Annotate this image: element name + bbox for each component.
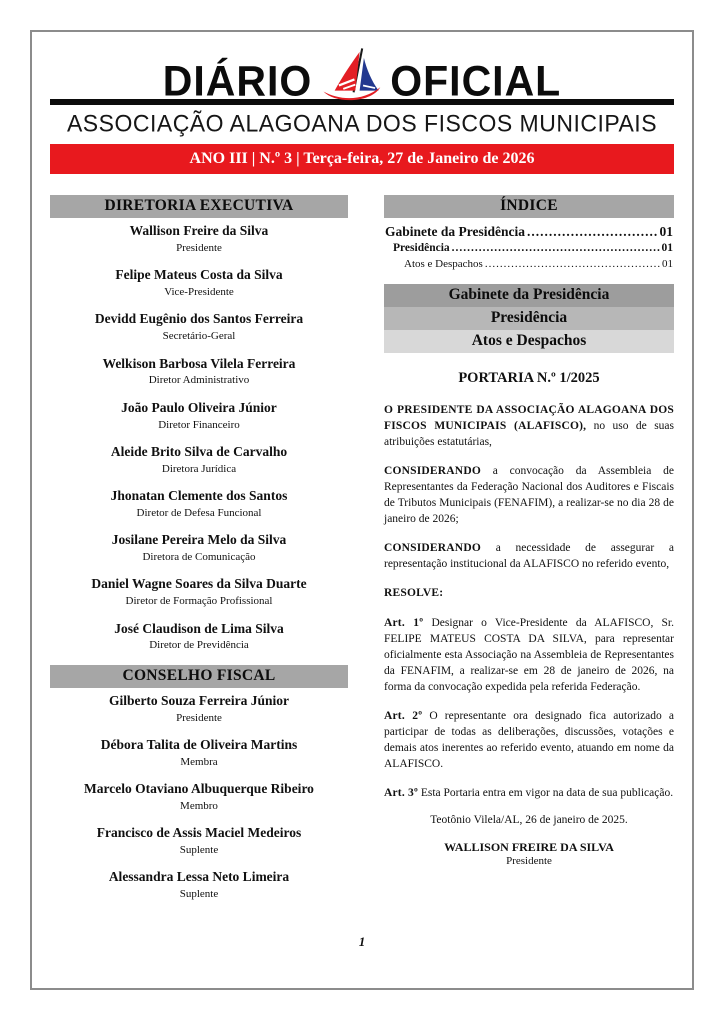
section-bar: Atos e Despachos	[384, 330, 674, 353]
member-entry	[50, 869, 348, 901]
portaria-paragraph	[384, 585, 674, 601]
paragraph-text: a convocação da Assembleia de Representantes da Federação Nacional dos Auditores e Fiscais de Tributos Municipais (FENAFIM), a realizar-se no dia 28 de janeiro de 2026;	[384, 464, 674, 526]
toc-dot-leader	[452, 241, 660, 257]
sailboat-logo-icon	[320, 46, 382, 106]
paragraph-lead: Art. 1º	[384, 616, 424, 629]
paragraph-lead: CONSIDERANDO	[384, 464, 481, 477]
toc-dot-leader	[527, 223, 658, 241]
paragraph-lead: CONSIDERANDO	[384, 542, 481, 555]
member-entry	[50, 356, 348, 388]
paragraph-lead: RESOLVE:	[384, 587, 444, 600]
portaria-paragraph	[384, 463, 674, 527]
member-role: Diretor de Formação Profissional	[125, 595, 273, 608]
paragraph-text: O representante ora designado fica autorizado a participar de todas as deliberações, discussões, votações e demais atos inerentes ao referido evento, atuando em nome da ALAFISCO.	[384, 709, 674, 771]
member-name: Marcelo Otaviano Albuquerque Ribeiro	[84, 781, 314, 797]
signature-role: Presidente	[506, 855, 552, 868]
member-role: Presidente	[176, 241, 222, 254]
portaria-body	[384, 402, 674, 802]
member-name: Felipe Mateus Costa da Silva	[115, 267, 283, 283]
member-entry	[50, 576, 348, 608]
member-name: Alessandra Lessa Neto Limeira	[108, 869, 290, 885]
member-role: Diretora de Comunicação	[142, 551, 256, 564]
member-name: Josilane Pereira Melo da Silva	[111, 532, 287, 548]
member-role: Vice-Presidente	[164, 286, 234, 299]
member-name: José Claudison de Lima Silva	[114, 620, 284, 636]
toc-entry-label: Atos e Despachos	[404, 257, 483, 270]
member-role: Diretor Financeiro	[158, 418, 240, 431]
member-entry	[50, 621, 348, 653]
member-entry	[50, 532, 348, 564]
title-word-oficial: OFICIAL	[390, 56, 562, 106]
member-entry	[50, 693, 348, 725]
indice-header: ÍNDICE	[384, 195, 674, 218]
member-name: Aleide Brito Silva de Carvalho	[110, 443, 288, 459]
conselho-fiscal-header: CONSELHO FISCAL	[50, 665, 348, 688]
member-role: Diretora Jurídica	[161, 462, 237, 475]
member-role: Diretor de Previdência	[149, 639, 249, 652]
portaria-paragraph	[384, 540, 674, 572]
member-entry	[50, 444, 348, 476]
paragraph-lead: Art. 3º	[384, 787, 418, 800]
signature-name: WALLISON FREIRE DA SILVA	[444, 840, 614, 855]
member-name: Francisco de Assis Maciel Medeiros	[96, 825, 302, 841]
portaria-paragraph	[384, 708, 674, 772]
member-name: Débora Talita de Oliveira Martins	[100, 736, 298, 752]
member-role: Suplente	[179, 844, 219, 857]
portaria-paragraph	[384, 785, 674, 801]
member-entry	[50, 400, 348, 432]
member-name: Wallison Freire da Silva	[129, 223, 269, 238]
member-entry	[50, 781, 348, 813]
toc-entry	[385, 257, 673, 272]
member-entry	[50, 267, 348, 299]
paragraph-lead: Art. 2º	[384, 709, 423, 722]
paragraph-text: Esta Portaria entra em vigor na data de sua publicação.	[417, 787, 674, 800]
title-word-diario: DIÁRIO	[162, 56, 313, 106]
member-role: Diretor Administrativo	[148, 374, 250, 387]
member-name: Jhonatan Clemente dos Santos	[110, 488, 288, 504]
paragraph-text: a necessidade de assegurar a representação institucional da ALAFISCO no referido evento,	[384, 542, 674, 571]
paragraph-text: no uso de suas atribuições estatutárias,	[384, 419, 674, 448]
paragraph-text: Designar o Vice-Presidente da ALAFISCO, Sr. FELIPE MATEUS COSTA DA SILVA, para representar oficialmente esta Associação na Assembleia de Representantes da FENAFIM, a realizar-se em 28 de janeiro de 2026, na forma da convocação expedida pela referida Federação.	[384, 616, 674, 693]
section-bar: Gabinete da Presidência	[384, 284, 674, 307]
page-number: 1	[358, 934, 366, 949]
conselho-members-list	[50, 688, 348, 902]
member-entry	[50, 825, 348, 857]
member-name: Devidd Eugênio dos Santos Ferreira	[94, 311, 304, 327]
table-of-contents	[384, 218, 674, 272]
member-entry	[50, 488, 348, 520]
member-role: Secretário-Geral	[162, 330, 236, 343]
toc-entry-page: 01	[662, 257, 673, 270]
left-column	[50, 195, 348, 914]
toc-entry-page: 01	[661, 242, 673, 255]
page-border-frame	[30, 30, 694, 990]
diretoria-executiva-header: DIRETORIA EXECUTIVA	[50, 195, 348, 218]
member-role: Suplente	[179, 888, 219, 901]
member-name: Gilberto Souza Ferreira Júnior	[108, 692, 290, 708]
association-subtitle: ASSOCIAÇÃO ALAGOANA DOS FISCOS MUNICIPAIS	[66, 109, 658, 137]
diretoria-members-list	[50, 218, 348, 653]
toc-entry	[385, 223, 673, 241]
section-bar: Presidência	[384, 307, 674, 330]
member-name: Daniel Wagne Soares da Silva Duarte	[91, 576, 307, 592]
masthead	[50, 46, 674, 174]
member-entry	[50, 737, 348, 769]
content-columns	[50, 195, 674, 914]
portaria-paragraph	[384, 402, 674, 450]
member-entry	[50, 223, 348, 255]
member-role: Membro	[180, 799, 218, 812]
toc-entry-page: 01	[659, 224, 673, 239]
member-entry	[50, 311, 348, 343]
toc-dot-leader	[485, 257, 660, 272]
member-name: João Paulo Oliveira Júnior	[121, 399, 277, 415]
portaria-title: PORTARIA N.º 1/2025	[458, 369, 600, 386]
member-role: Diretor de Defesa Funcional	[136, 506, 262, 519]
member-role: Membra	[180, 755, 218, 768]
toc-entry-label: Presidência	[393, 242, 450, 255]
paragraph-lead: O PRESIDENTE DA ASSOCIAÇÃO ALAGOANA DOS FISCOS MUNICIPAIS (ALAFISCO),	[384, 403, 674, 432]
toc-entry	[385, 241, 673, 257]
newspaper-title	[50, 46, 674, 106]
date-line: Teotônio Vilela/AL, 26 de janeiro de 2025.	[430, 814, 628, 827]
right-column	[384, 195, 674, 914]
portaria-paragraph	[384, 615, 674, 695]
edition-banner: ANO III | N.º 3 | Terça-feira, 27 de Janeiro de 2026	[50, 144, 674, 174]
section-bars	[384, 284, 674, 353]
member-role: Presidente	[176, 711, 222, 724]
toc-entry-label: Gabinete da Presidência	[385, 224, 525, 239]
member-name: Welkison Barbosa Vilela Ferreira	[102, 355, 296, 371]
